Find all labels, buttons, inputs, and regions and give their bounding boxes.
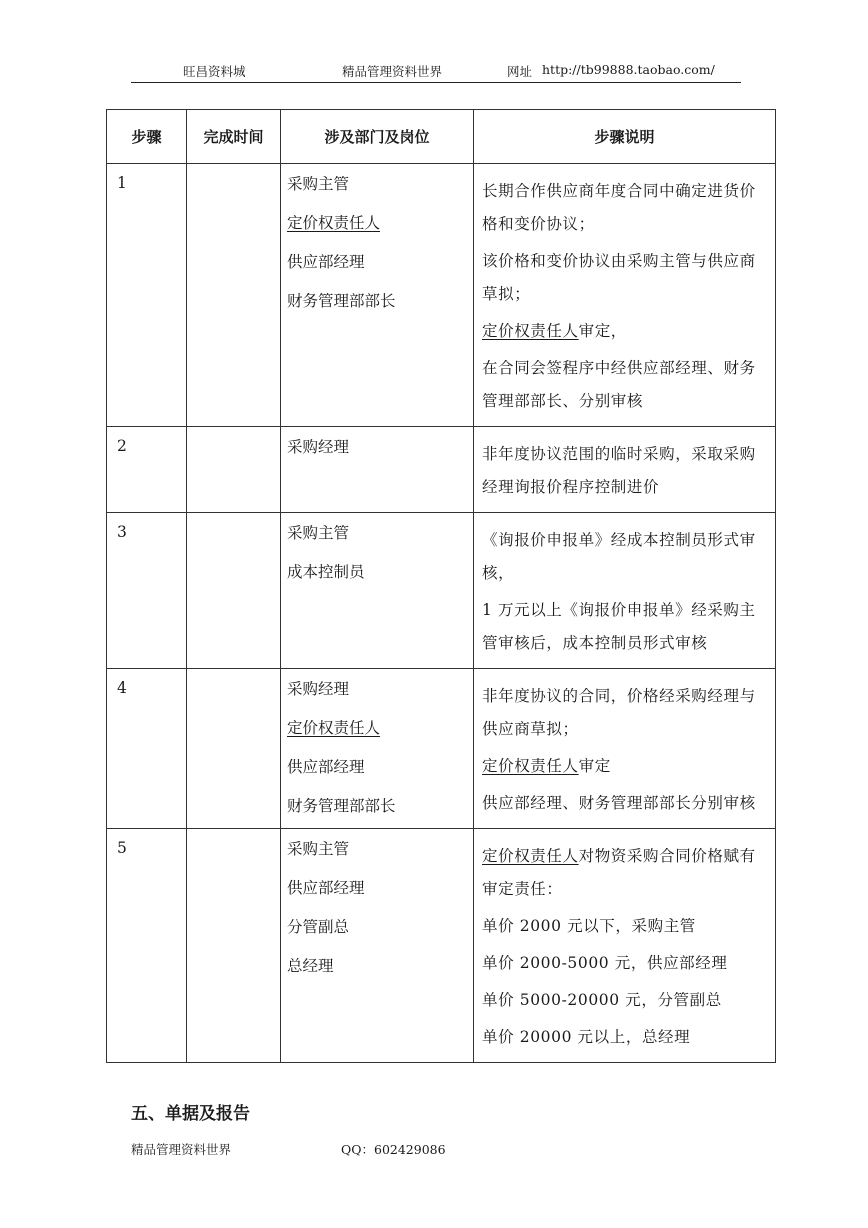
description-paragraph bbox=[482, 315, 771, 348]
header-tagline: 精品管理资料世界 bbox=[342, 64, 443, 79]
description-paragraph bbox=[482, 524, 771, 590]
department-position: 财务管理部部长 bbox=[287, 797, 396, 815]
department-position: 采购主管 bbox=[287, 840, 350, 858]
description-paragraph bbox=[482, 352, 771, 418]
description-paragraph bbox=[482, 175, 771, 241]
description-text: 长期合作供应商年度合同中确定进货价格和变价协议； bbox=[482, 182, 756, 233]
table-row bbox=[107, 669, 776, 829]
step-number: 3 bbox=[107, 513, 187, 669]
description-paragraph bbox=[482, 1021, 771, 1054]
procedure-steps-table bbox=[106, 109, 776, 1063]
completion-time-cell bbox=[187, 513, 281, 669]
department-position: 供应部经理 bbox=[287, 253, 365, 271]
section-title: 五、单据及报告 bbox=[131, 1104, 250, 1124]
step-number: 5 bbox=[107, 829, 187, 1063]
page-header bbox=[131, 58, 741, 83]
department-position: 定价权责任人 bbox=[287, 214, 381, 232]
description-paragraph bbox=[482, 910, 771, 943]
table-row bbox=[107, 513, 776, 669]
description-text: 审定 bbox=[578, 757, 611, 775]
table-row bbox=[107, 829, 776, 1063]
completion-time-cell bbox=[187, 164, 281, 427]
departments-cell bbox=[281, 164, 474, 427]
description-paragraph bbox=[482, 840, 771, 906]
column-header-departments: 涉及部门及岗位 bbox=[281, 110, 474, 164]
underlined-role: 定价权责任人 bbox=[482, 322, 579, 340]
departments-cell bbox=[281, 513, 474, 669]
description-text: 在合同会签程序中经供应部经理、财务管理部部长、分别审核 bbox=[482, 359, 756, 410]
description-text: 单价 5000-20000 元，分管副总 bbox=[482, 991, 722, 1009]
department-position: 成本控制员 bbox=[287, 563, 365, 581]
description-paragraph bbox=[482, 787, 771, 820]
description-paragraph bbox=[482, 680, 771, 746]
column-header-step: 步骤 bbox=[107, 110, 187, 164]
description-paragraph bbox=[482, 594, 771, 660]
description-text: 对物资采购合同价格赋有审定责任： bbox=[482, 847, 756, 898]
description-paragraph bbox=[482, 438, 771, 504]
completion-time-cell bbox=[187, 427, 281, 513]
step-description-cell bbox=[474, 669, 776, 829]
description-text: 审定， bbox=[578, 322, 627, 340]
departments-cell bbox=[281, 829, 474, 1063]
underlined-role: 定价权责任人 bbox=[482, 757, 579, 775]
description-paragraph bbox=[482, 947, 771, 980]
header-url-link[interactable]: http://tb99888.taobao.com/ bbox=[542, 62, 715, 77]
footer-site-name: 精品管理资料世界 bbox=[131, 1142, 232, 1157]
underlined-role: 定价权责任人 bbox=[482, 847, 579, 865]
column-header-description: 步骤说明 bbox=[474, 110, 776, 164]
step-number: 1 bbox=[107, 164, 187, 427]
department-position: 供应部经理 bbox=[287, 758, 365, 776]
column-header-time: 完成时间 bbox=[187, 110, 281, 164]
description-text: 非年度协议范围的临时采购，采取采购经理询报价程序控制进价 bbox=[482, 445, 756, 496]
description-text: 供应部经理、财务管理部部长分别审核 bbox=[482, 794, 756, 812]
step-description-cell bbox=[474, 829, 776, 1063]
departments-cell bbox=[281, 669, 474, 829]
step-number: 4 bbox=[107, 669, 187, 829]
department-position: 分管副总 bbox=[287, 918, 350, 936]
description-paragraph bbox=[482, 245, 771, 311]
completion-time-cell bbox=[187, 829, 281, 1063]
description-text: 单价 20000 元以上，总经理 bbox=[482, 1028, 691, 1046]
description-text: 单价 2000 元以下，采购主管 bbox=[482, 917, 696, 935]
departments-cell bbox=[281, 427, 474, 513]
description-text: 该价格和变价协议由采购主管与供应商草拟； bbox=[482, 252, 756, 303]
department-position: 采购经理 bbox=[287, 680, 350, 698]
footer-qq: QQ：602429086 bbox=[341, 1142, 446, 1157]
department-position: 财务管理部部长 bbox=[287, 292, 396, 310]
department-position: 总经理 bbox=[287, 957, 334, 975]
header-url-label: 网址 bbox=[507, 64, 533, 79]
description-text: 《询报价申报单》经成本控制员形式审核， bbox=[482, 531, 756, 582]
description-text: 单价 2000-5000 元，供应部经理 bbox=[482, 954, 728, 972]
department-position: 定价权责任人 bbox=[287, 719, 381, 737]
description-text: 1 万元以上《询报价申报单》经采购主管审核后，成本控制员形式审核 bbox=[482, 601, 756, 652]
department-position: 采购主管 bbox=[287, 175, 350, 193]
department-position: 采购经理 bbox=[287, 438, 350, 456]
department-position: 供应部经理 bbox=[287, 879, 365, 897]
table-row bbox=[107, 164, 776, 427]
table-header-row bbox=[107, 110, 776, 164]
completion-time-cell bbox=[187, 669, 281, 829]
description-paragraph bbox=[482, 984, 771, 1017]
header-site-name: 旺昌资料城 bbox=[183, 64, 246, 79]
description-text: 非年度协议的合同，价格经采购经理与供应商草拟； bbox=[482, 687, 756, 738]
table-row bbox=[107, 427, 776, 513]
description-paragraph bbox=[482, 750, 771, 783]
step-number: 2 bbox=[107, 427, 187, 513]
step-description-cell bbox=[474, 427, 776, 513]
step-description-cell bbox=[474, 513, 776, 669]
department-position: 采购主管 bbox=[287, 524, 350, 542]
step-description-cell bbox=[474, 164, 776, 427]
